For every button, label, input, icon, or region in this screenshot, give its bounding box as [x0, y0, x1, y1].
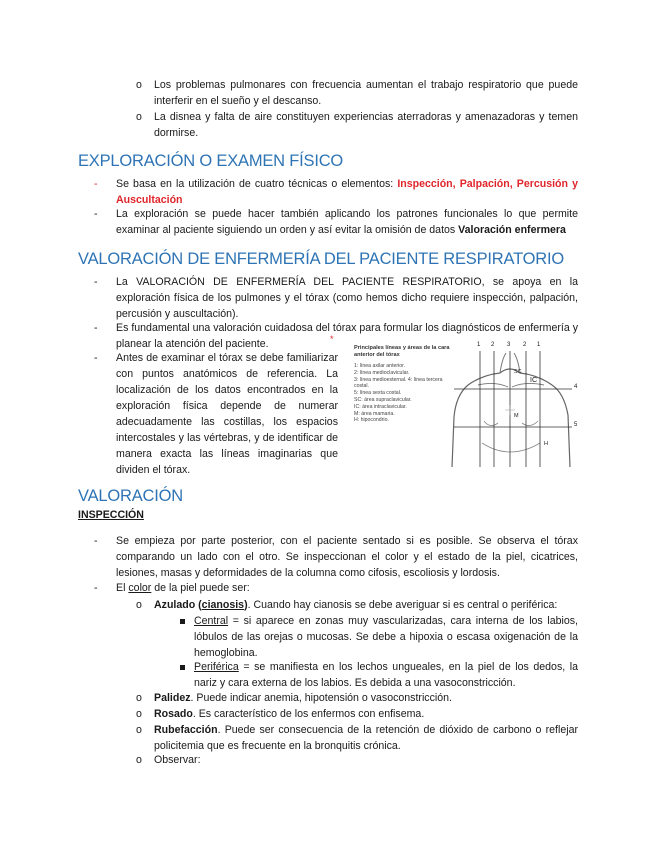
- figure-line-number: 1: [477, 342, 481, 348]
- figure-line-number: 1: [537, 342, 541, 348]
- figure-area-label: IC: [530, 377, 537, 384]
- intro-item-1: Los problemas pulmonares con frecuencia aumentan el trabajo respiratorio que puede interferir en el sueño y el descanso.: [154, 79, 578, 107]
- square-bullet-icon: [180, 665, 185, 670]
- list-bullet: o: [136, 599, 142, 611]
- central-item: [194, 613, 578, 661]
- text-run-underlined: Central: [194, 615, 229, 627]
- figure-legend-item: 2: línea medioclavicular.: [354, 369, 410, 376]
- figure-title: Principales líneas y áreas de la cara anterior del tórax: [354, 345, 450, 358]
- thorax-reference-figure: [350, 342, 582, 467]
- rosado-item: [154, 706, 578, 722]
- text-run: El: [116, 582, 129, 594]
- list-dash: -: [94, 276, 98, 288]
- text-run-underlined: Periférica: [194, 661, 239, 673]
- list-bullet: o: [136, 692, 142, 704]
- section-heading-valoracion: VALORACIÓN: [78, 487, 183, 505]
- valoracion-resp-paragraph-3: Antes de examinar el tórax se debe familiarizar con puntos anatómicos de referencia. La localización de los datos encontrados en la exploración física depende de numerar adecuadamente las costillas, los espacios intercostales y las vértebras, y de identificar de manera exacta las líneas imaginarias que dividen el tórax.: [116, 352, 338, 476]
- inspeccion-paragraph-1: Se empieza por parte posterior, con el paciente sentado si es posible. Se observa el tórax comparando un lado con el otro. Se inspeccionan el color y el estado de la piel, cicatrices, lesiones, masas y deformidades de la columna como cifosis, escoliosis y lordosis.: [116, 535, 578, 579]
- azulado-item: [154, 597, 578, 613]
- list-dash: -: [94, 535, 98, 547]
- text-run: = se manifiesta en los lechos ungueales, en la piel de los dedos, la nariz y cara externa de los labios. Es debida a una vasoconstricción.: [194, 661, 578, 689]
- exploracion-p1-text: Se basa en la utilización de cuatro técnicas o elementos:: [116, 178, 398, 190]
- figure-line-number: 2: [523, 342, 527, 348]
- figure-area-label: SC: [514, 369, 522, 375]
- figure-legend-item: H: hipocondrio.: [354, 417, 389, 424]
- text-run: = si aparece en zonas muy vascularizadas, cara interna de los labios, lóbulos de las orejas o mucosas. Se debe a hipoxia o escasa oxigenación de la hemoglobina.: [194, 615, 578, 659]
- figure-line-number: 5: [574, 422, 578, 428]
- figure-legend-item: SC: área supraclavicular.: [354, 396, 412, 403]
- figure-legend-item: 1: línea axilar anterior.: [354, 363, 406, 369]
- exploracion-paragraph-1: [116, 176, 578, 208]
- rubefaccion-item: [154, 722, 578, 754]
- intro-item-2: La disnea y falta de aire constituyen experiencias aterradoras y amenazadoras y temen dormirse.: [154, 111, 578, 139]
- thorax-illustration: [350, 345, 582, 467]
- text-run: . Es característico de los enfermos con enfisema.: [192, 708, 425, 720]
- text-run-bold: Azulado (: [154, 599, 202, 611]
- list-bullet: o: [136, 724, 142, 736]
- text-run-bold: Palidez: [154, 692, 191, 704]
- figure-legend-item: 3: línea medioesternal. 4: línea tercera costal.: [354, 376, 443, 390]
- list-dash: -: [94, 352, 98, 364]
- list-dash: -: [94, 178, 98, 190]
- figure-line-number: 4: [574, 384, 578, 390]
- text-run-underlined: color: [128, 582, 152, 594]
- text-run: . Puede ser consecuencia de la retención de dióxido de carbono o reflejar policitemia que es frecuente en la bronquitis crónica.: [154, 724, 578, 752]
- exploracion-p2-text: La exploración se puede hacer también aplicando los patrones funcionales lo que permite examinar al paciente siguiendo un orden y así evitar la omisión de datos: [116, 208, 578, 236]
- figure-area-label: M: [514, 413, 519, 419]
- text-run-bold: ): [244, 599, 248, 611]
- list-bullet: o: [136, 754, 142, 766]
- list-dash: -: [94, 208, 98, 220]
- square-bullet-icon: [180, 619, 185, 624]
- section-heading-exploracion: EXPLORACIÓN O EXAMEN FÍSICO: [78, 152, 344, 170]
- subheading-inspeccion: INSPECCIÓN: [78, 509, 144, 521]
- figure-line-number: 3: [507, 342, 511, 348]
- periferica-item: [194, 659, 578, 691]
- text-run: . Cuando hay cianosis se debe averiguar si es central o periférica:: [247, 599, 558, 611]
- list-dash: -: [94, 582, 98, 594]
- figure-legend-item: 5: línea sexta costal.: [354, 390, 402, 397]
- exploracion-paragraph-2: [116, 206, 578, 238]
- text-run: de la piel puede ser:: [151, 582, 250, 594]
- figure-legend-item: M: área mamaria.: [354, 410, 395, 417]
- text-run-bold: Rosado: [154, 708, 193, 720]
- text-run-bold: Rubefacción: [154, 724, 218, 736]
- list-bullet: o: [136, 708, 142, 720]
- exploracion-p2-bold: Valoración enfermera: [458, 224, 566, 236]
- list-bullet: o: [136, 111, 142, 123]
- valoracion-resp-paragraph-1: La VALORACIÓN DE ENFERMERÍA DEL PACIENTE RESPIRATORIO, se apoya en la exploración física de los pulmones y el tórax (como hemos dicho requiere inspección, palpación, percusión y auscultación).: [116, 276, 578, 320]
- figure-line-number: 2: [491, 342, 495, 348]
- exploracion-techniques: Inspección, Palpación, Percusión y Auscultación: [116, 178, 578, 206]
- annotation-star: *: [330, 334, 334, 344]
- palidez-item: [154, 690, 578, 706]
- figure-legend-item: IC: área intraclavicular.: [354, 403, 407, 410]
- section-heading-valoracion-respiratorio: VALORACIÓN DE ENFERMERÍA DEL PACIENTE RESPIRATORIO: [78, 250, 565, 268]
- list-dash: -: [94, 322, 98, 334]
- valoracion-resp-paragraph-2: Es fundamental una valoración cuidadosa del tórax para formular los diagnósticos de enfermería y planear la atención del paciente.: [116, 322, 578, 350]
- text-run: . Puede indicar anemia, hipotensión o vasoconstricción.: [190, 692, 452, 704]
- text-run-underlined: cianosis: [201, 599, 245, 611]
- color-piel-intro: [116, 580, 578, 596]
- observar-item: Observar:: [154, 754, 201, 766]
- figure-area-label: H: [544, 441, 548, 447]
- list-bullet: o: [136, 79, 142, 91]
